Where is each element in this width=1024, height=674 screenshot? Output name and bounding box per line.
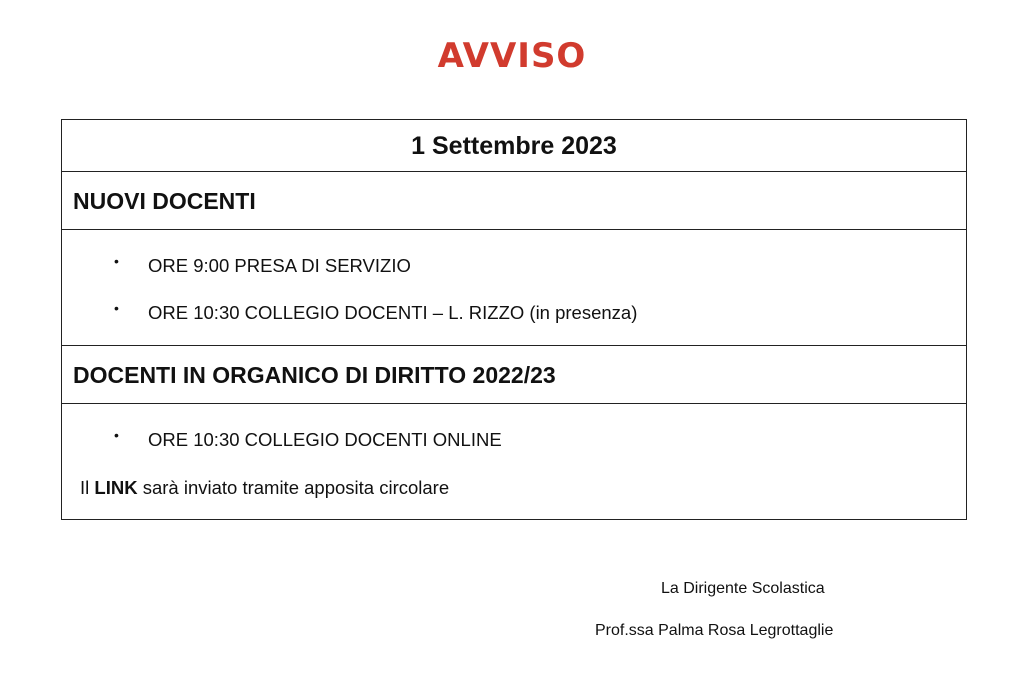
list-item [114,254,411,279]
link-note-prefix: Il [80,477,90,498]
bullet-icon: • [114,427,119,443]
notice-table [61,119,967,520]
section-heading-new-teachers [62,172,966,230]
bullet-icon: • [114,253,119,269]
signature-name: Prof.ssa Palma Rosa Legrottaglie [595,622,834,639]
list-item [114,301,637,326]
section-heading-label: DOCENTI IN ORGANICO DI DIRITTO 2022/23 [73,362,556,388]
link-note [80,476,449,500]
link-note-suffix: sarà inviato tramite apposita circolare [142,477,450,498]
list-item-text: ORE 9:00 PRESA DI SERVIZIO [148,255,411,276]
notice-date: 1 Settembre 2023 [411,132,617,160]
link-note-emphasis: LINK [94,477,138,498]
list-item-text: ORE 10:30 COLLEGIO DOCENTI – L. RIZZO (in presenza) [148,302,638,323]
signature-role: La Dirigente Scolastica [661,580,825,597]
section-heading-label: NUOVI DOCENTI [73,188,256,214]
date-row [62,120,966,172]
notice-title: AVVISO [437,36,587,76]
section-items-new-teachers [62,230,966,346]
list-item-text: ORE 10:30 COLLEGIO DOCENTI ONLINE [148,429,502,450]
section-heading-organico [62,346,966,404]
list-item [114,428,502,453]
bullet-icon: • [114,300,119,316]
section-items-organico [62,404,966,519]
